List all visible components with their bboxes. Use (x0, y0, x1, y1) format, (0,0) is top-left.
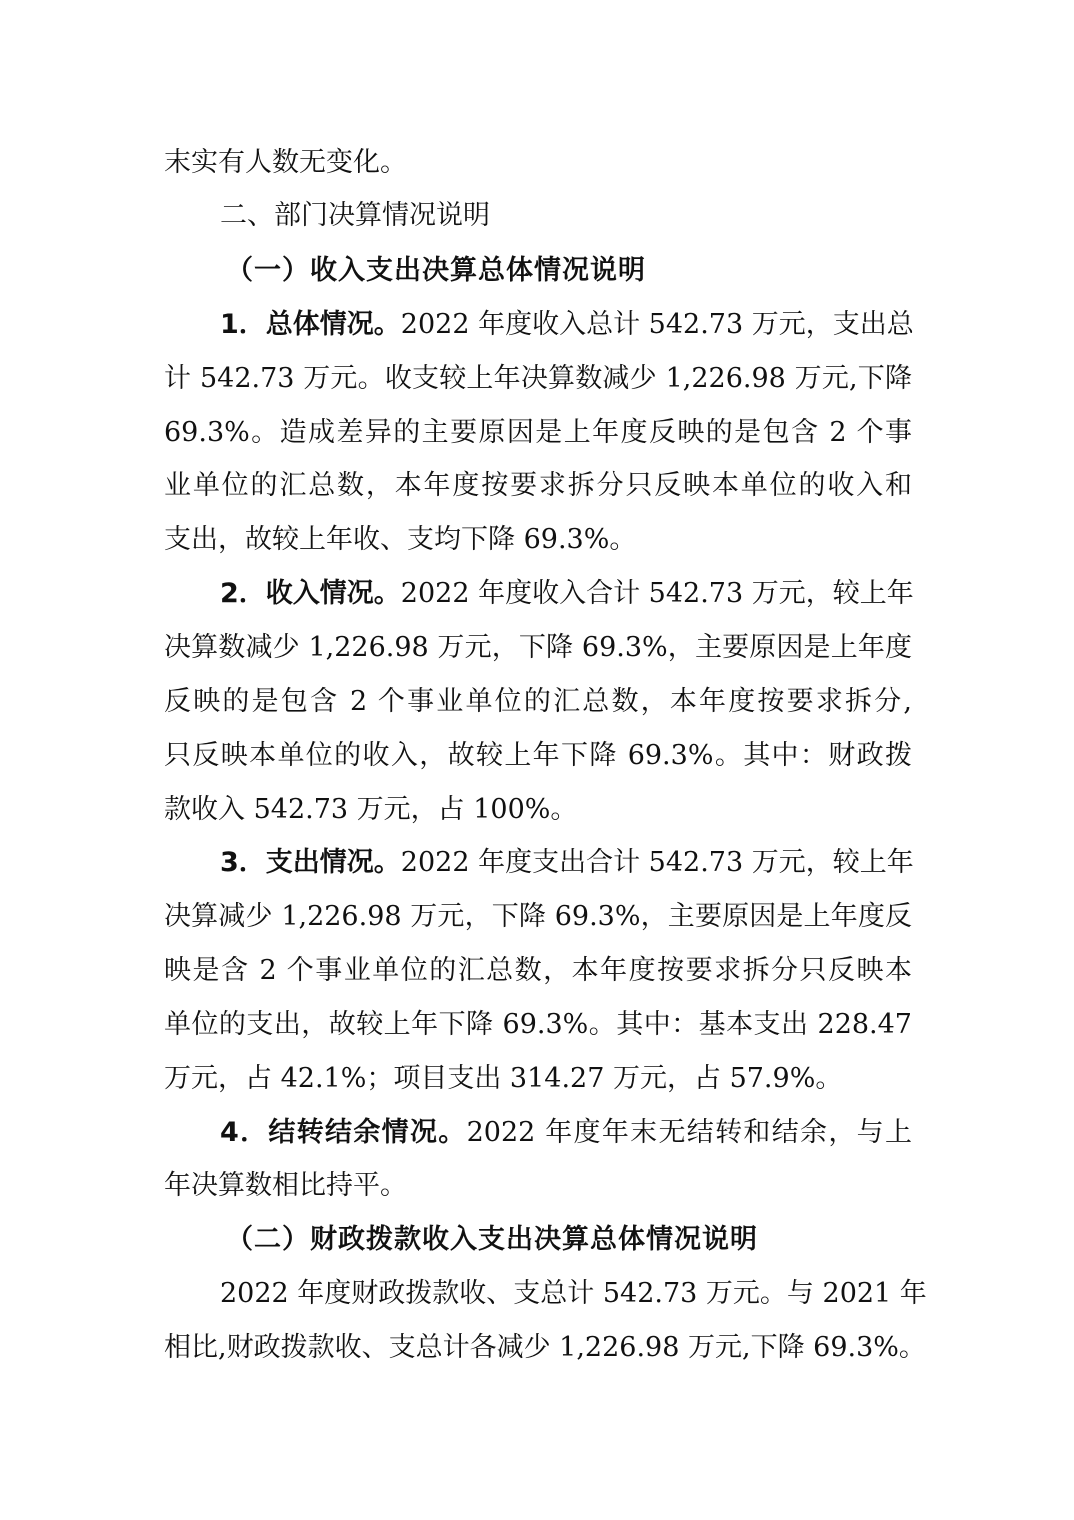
subsection-heading: （二）财政拨款收入支出决算总体情况说明 (226, 1224, 758, 1255)
paragraph-line: 反映的是包含 2 个事业单位的汇总数，本年度按要求拆分, (164, 686, 912, 717)
paragraph-line (220, 1111, 912, 1155)
paragraph-line: 业单位的汇总数，本年度按要求拆分只反映本单位的收入和 (164, 470, 912, 501)
paragraph-line: 年决算数相比持平。 (164, 1170, 407, 1201)
item-text: 2022 年度支出合计 542.73 万元，较上年 (400, 847, 914, 878)
paragraph-line: 映是含 2 个事业单位的汇总数，本年度按要求拆分只反映本 (164, 955, 912, 986)
paragraph-line (220, 572, 912, 616)
item-text: 2022 年度收入合计 542.73 万元，较上年 (400, 578, 914, 609)
item-title: 2．收入情况。 (220, 578, 401, 609)
paragraph-line: 款收入 542.73 万元，占 100%。 (164, 794, 578, 825)
item-title: 4．结转结余情况。 (220, 1117, 467, 1148)
paragraph-line: 计 542.73 万元。收支较上年决算数减少 1,226.98 万元,下降 (164, 363, 912, 394)
paragraph-line: 万元，占 42.1%；项目支出 314.27 万元，占 57.9%。 (164, 1063, 843, 1094)
item-text: 2022 年度收入总计 542.73 万元，支出总 (400, 309, 914, 340)
paragraph-line: 单位的支出，故较上年下降 69.3%。其中：基本支出 228.47 (164, 1009, 912, 1040)
paragraph-line: 69.3%。造成差异的主要原因是上年度反映的是包含 2 个事 (164, 417, 912, 448)
item-title: 1．总体情况。 (220, 309, 401, 340)
paragraph-line: 支出，故较上年收、支均下降 69.3%。 (164, 524, 637, 555)
paragraph-line: 2022 年度财政拨款收、支总计 542.73 万元。与 2021 年 (220, 1278, 927, 1309)
paragraph-line: 相比,财政拨款收、支总计各减少 1,226.98 万元,下降 69.3%。 (164, 1332, 926, 1363)
section-heading: 二、部门决算情况说明 (220, 200, 490, 231)
item-text: 2022 年度年末无结转和结余，与上 (466, 1117, 913, 1148)
paragraph-line: 只反映本单位的收入，故较上年下降 69.3%。其中：财政拨 (164, 740, 912, 771)
item-title: 3．支出情况。 (220, 847, 401, 878)
text-line: 末实有人数无变化。 (164, 147, 407, 178)
subsection-heading: （一）收入支出决算总体情况说明 (226, 255, 646, 286)
paragraph-line: 决算数减少 1,226.98 万元，下降 69.3%，主要原因是上年度 (164, 632, 912, 663)
paragraph-line: 决算减少 1,226.98 万元，下降 69.3%，主要原因是上年度反 (164, 901, 912, 932)
paragraph-line (220, 841, 912, 885)
paragraph-line (220, 303, 912, 347)
